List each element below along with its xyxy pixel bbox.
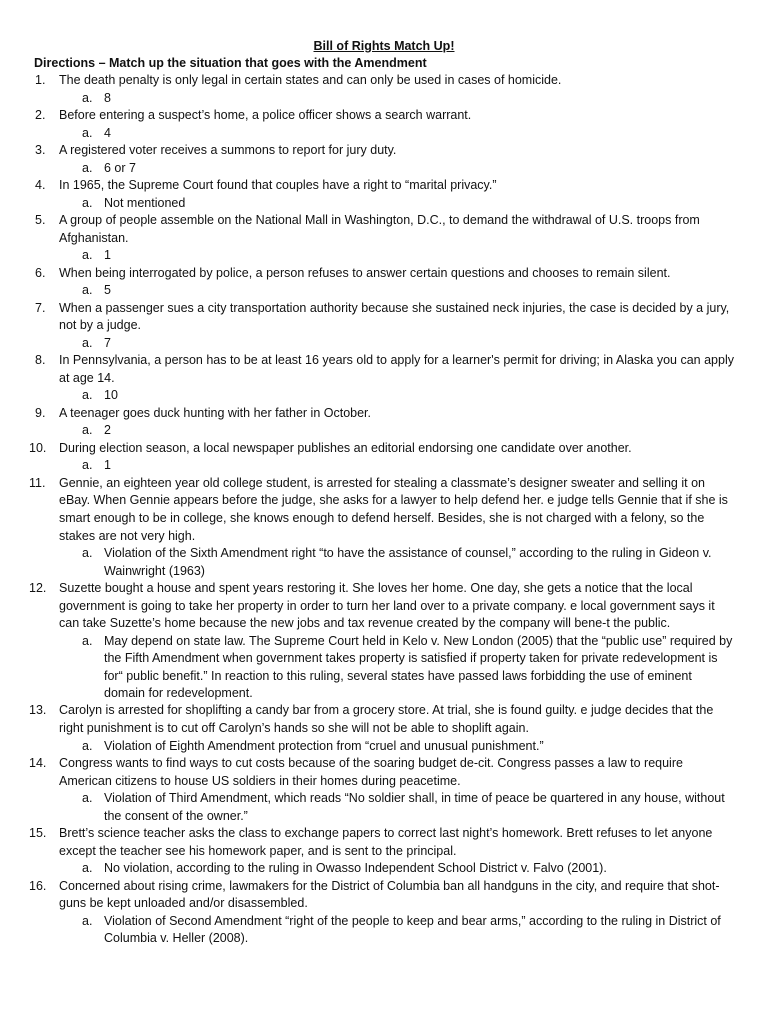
answer-item [0,913,768,948]
answer-item [0,282,768,299]
answer-text: 5 [104,283,111,298]
question-number: 6. [35,265,46,280]
answer-item [0,545,768,580]
answer-text: Violation of Eighth Amendment protection from “cruel and unusual punishment.” [104,738,544,753]
answer-letter: a. [82,388,93,403]
question-number: 8. [35,353,46,368]
directions: Directions – Match up the situation that goes with the Amendment [34,56,427,70]
answer-item [0,195,768,212]
answer-text: Violation of Third Amendment, which reads “No soldier shall, in time of peace be quartered in any house, without the consent of the owner.” [104,791,725,823]
answer-letter: a. [82,125,93,140]
answer-item [0,633,768,703]
question-item [0,878,768,913]
question-item [0,580,768,633]
answer-letter: a. [82,861,93,876]
question-text: A group of people assemble on the National Mall in Washington, D.C., to demand the withdrawal of U.S. troops from Afghanistan. [59,213,700,245]
question-number: 10. [29,440,47,455]
answer-text: 6 or 7 [104,160,136,175]
question-number: 11. [29,475,46,490]
question-item [0,72,768,90]
question-text: Brett’s science teacher asks the class to exchange papers to correct last night’s homework. Brett refuses to let anyone except the teacher see his homework paper, and is sent to the principal. [59,825,713,858]
question-number: 3. [35,143,46,157]
question-text: Carolyn is arrested for shoplifting a candy bar from a grocery store. At trial, she is found guilty. e judge decides that the right punishment is to cut off Carolyn’s hands so she will not be able to shoplift again. [59,703,714,735]
answer-letter: a. [82,283,93,298]
question-item [0,265,768,283]
question-number: 14. [29,755,47,770]
question-number: 5. [35,213,46,227]
answer-item [0,387,768,404]
answer-text: No violation, according to the ruling in Owasso Independent School District v. Falvo (2001). [104,861,607,876]
question-number: 12. [29,580,47,595]
answer-text: Not mentioned [104,195,186,210]
answer-letter: a. [82,738,93,753]
question-number: 2. [35,108,46,122]
page-title: Bill of Rights Match Up! [313,39,455,53]
question-text: Congress wants to find ways to cut costs because of the soaring budget de-cit. Congress passes a law to require American citizens to house US soldiers in their homes during peacetime. [59,755,683,788]
answer-text: 4 [104,125,111,140]
question-list [0,72,768,948]
question-text: A registered voter receives a summons to report for jury duty. [59,143,397,157]
question-number: 15. [29,825,47,840]
answer-text: 1 [104,458,111,473]
answer-text: Violation of Second Amendment “right of the people to keep and bear arms,” according to the ruling in District of Columbia v. Heller (2008). [104,913,721,946]
question-item [0,352,768,387]
question-text: A teenager goes duck hunting with her father in October. [59,405,372,420]
answer-letter: a. [82,913,93,928]
question-text: Suzette bought a house and spent years restoring it. She loves her home. One day, she gets a notice that the local government is going to take her property in order to turn her land over to a private company. e local government says it can take Suzette’s home because the new jobs and tax revenue created by the company will bene-t the public. [59,580,715,631]
answer-item [0,160,768,177]
question-number: 13. [29,703,47,718]
question-item [0,212,768,247]
answer-letter: a. [82,423,93,438]
question-text: In Pennsylvania, a person has to be at least 16 years old to apply for a learner's permit for driving; in Alaska you can apply at age 14. [59,353,734,385]
question-text: When a passenger sues a city transportation authority because she sustained neck injuries, the case is decided by a jury, not by a judge. [59,300,730,333]
answer-text: Violation of the Sixth Amendment right “to have the assistance of counsel,” according to the ruling in Gideon v. Wainwright (1963) [104,546,712,578]
question-text: The death penalty is only legal in certain states and can only be used in cases of homicide. [59,73,562,87]
question-item [0,475,768,545]
answer-text: 7 [104,335,111,350]
question-item [0,405,768,423]
question-text: In 1965, the Supreme Court found that couples have a right to “marital privacy.” [59,178,497,192]
answer-letter: a. [82,458,93,473]
answer-letter: a. [82,546,93,561]
question-item [0,177,768,195]
answer-letter: a. [82,633,93,648]
answer-letter: a. [82,195,93,210]
answer-item [0,335,768,352]
answer-item [0,738,768,755]
answer-item [0,422,768,439]
question-text: During election season, a local newspaper publishes an editorial endorsing one candidate over another. [59,440,632,455]
answer-item [0,90,768,107]
question-text: Concerned about rising crime, lawmakers for the District of Columbia ban all handguns in the city, and require that shot-guns be kept unloaded and/or disassembled. [59,878,720,911]
question-item [0,300,768,335]
question-item [0,702,768,737]
answer-letter: a. [82,90,93,105]
question-number: 4. [35,178,46,192]
worksheet-page [0,38,768,948]
answer-letter: a. [82,791,93,806]
question-number: 1. [35,73,46,87]
answer-text: 1 [104,248,111,263]
answer-text: 2 [104,423,111,438]
question-number: 9. [35,405,46,420]
answer-item [0,247,768,264]
question-text: Before entering a suspect’s home, a police officer shows a search warrant. [59,108,472,122]
question-item [0,440,768,458]
answer-letter: a. [82,335,93,350]
question-item [0,825,768,860]
question-text: Gennie, an eighteen year old college student, is arrested for stealing a classmate’s designer sweater and selling it on eBay. When Gennie appears before the judge, she asks for a lawyer to help defend her. e judge tells Gennie that if she is smart enough to be in college, she knows enough to defend herself. Besides, she is not charged with a felony, so the stakes are not very high. [59,475,728,543]
answer-item [0,457,768,474]
answer-item [0,860,768,877]
answer-item [0,125,768,142]
question-number: 16. [29,878,47,893]
answer-item [0,790,768,825]
answer-text: 8 [104,90,111,105]
question-item [0,142,768,160]
answer-text: 10 [104,388,118,403]
question-item [0,755,768,790]
answer-letter: a. [82,248,93,263]
answer-text: May depend on state law. The Supreme Court held in Kelo v. New London (2005) that the “public use” required by the Fifth Amendment when government takes property is satisfied if property taken for private redevelopment is for“ public benefit.” In reaction to this ruling, several states have passed laws forbidding the use of eminent domain for redevelopment. [104,633,733,700]
answer-letter: a. [82,160,93,175]
question-text: When being interrogated by police, a person refuses to answer certain questions and chooses to remain silent. [59,265,671,280]
question-number: 7. [35,300,46,315]
question-item [0,107,768,125]
